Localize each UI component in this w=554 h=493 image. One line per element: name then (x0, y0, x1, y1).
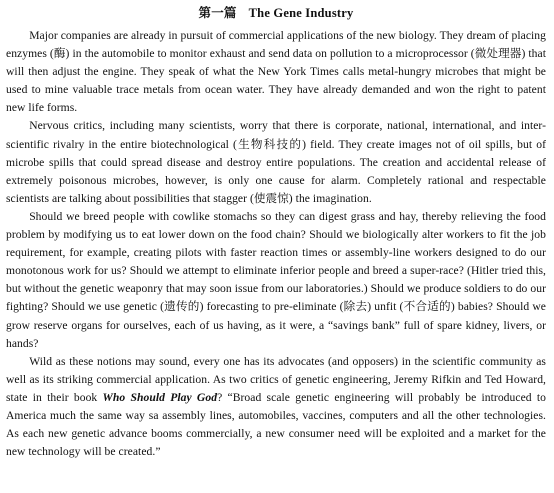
paragraph-2 (6, 117, 546, 207)
paragraph-3-text: Should we breed people with cowlike stomachs so they can digest grass and hay, thereby relieving the food problem by modifying us to eat lower down on the food chain? Should we biologically alter workers to fit the job requirement, for example, creating pilots with faster reaction times or assembly-line workers designed to do our monotonous work for us? Should we attempt to eliminate inferior people and breed a super-race? (Hitler tried this, but without the genetic weaponry that may soon issue from our laboratories.) Should we produce soldiers to do our fighting? Should we use genetic (遗传的) forecasting to pre-eliminate (除去) unfit (不合适的) babies? Should we grow reserve organs for ourselves, each of us having, as it were, a “savings bank” full of spare kidney, livers, or hands? (6, 209, 546, 350)
paragraph-1-text: Major companies are already in pursuit of commercial applications of the new biology. They dream of placing enzymes (酶) in the automobile to monitor exhaust and send data on pollution to a microprocessor (微处理器) that will then adjust the engine. They speak of what the New York Times calls metal-hungry microbes that might be used to mine valuable trace metals from ocean water. They have already demanded and won the right to patent new life forms. (6, 29, 546, 115)
paragraph-4-text-before: Wild as these notions may sound, every one has its advocates (and opposers) in the scientific community as well as its striking commercial application. As two critics of genetic engineering, Jeremy Rifkin and Ted Howard, state in their book (6, 354, 546, 404)
paragraph-4 (6, 353, 546, 462)
paragraph-2-text: Nervous critics, including many scientists, worry that there is corporate, national, international, and inter-scientific rivalry in the entire biotechnological (生物科技的) field. They create images not of oil spills, but of microbe spills that could spread disease and destroy entire populations. The creation and accidental release of extremely poisonous microbes, however, is only one cause for alarm. Completely rational and respectable scientists are talking about possibilities that stagger (使震惊) the imagination. (6, 119, 546, 205)
article-title: The Gene Industry (248, 6, 354, 20)
paragraph-1 (6, 27, 546, 117)
paragraph-3 (6, 208, 546, 353)
chapter-title (6, 5, 546, 21)
paragraph-4-text-after: ? “Broad scale genetic engineering will probably be introduced to America much the same way sa assembly lines, automobiles, vaccines, computers and all the other technologies. As each new genetic advance booms commercially, a new consumer need will be exploited and a market for the new technology will be created.” (6, 390, 546, 459)
chapter-label: 第一篇 (198, 6, 237, 20)
book-title: Who Should Play God (102, 390, 218, 404)
